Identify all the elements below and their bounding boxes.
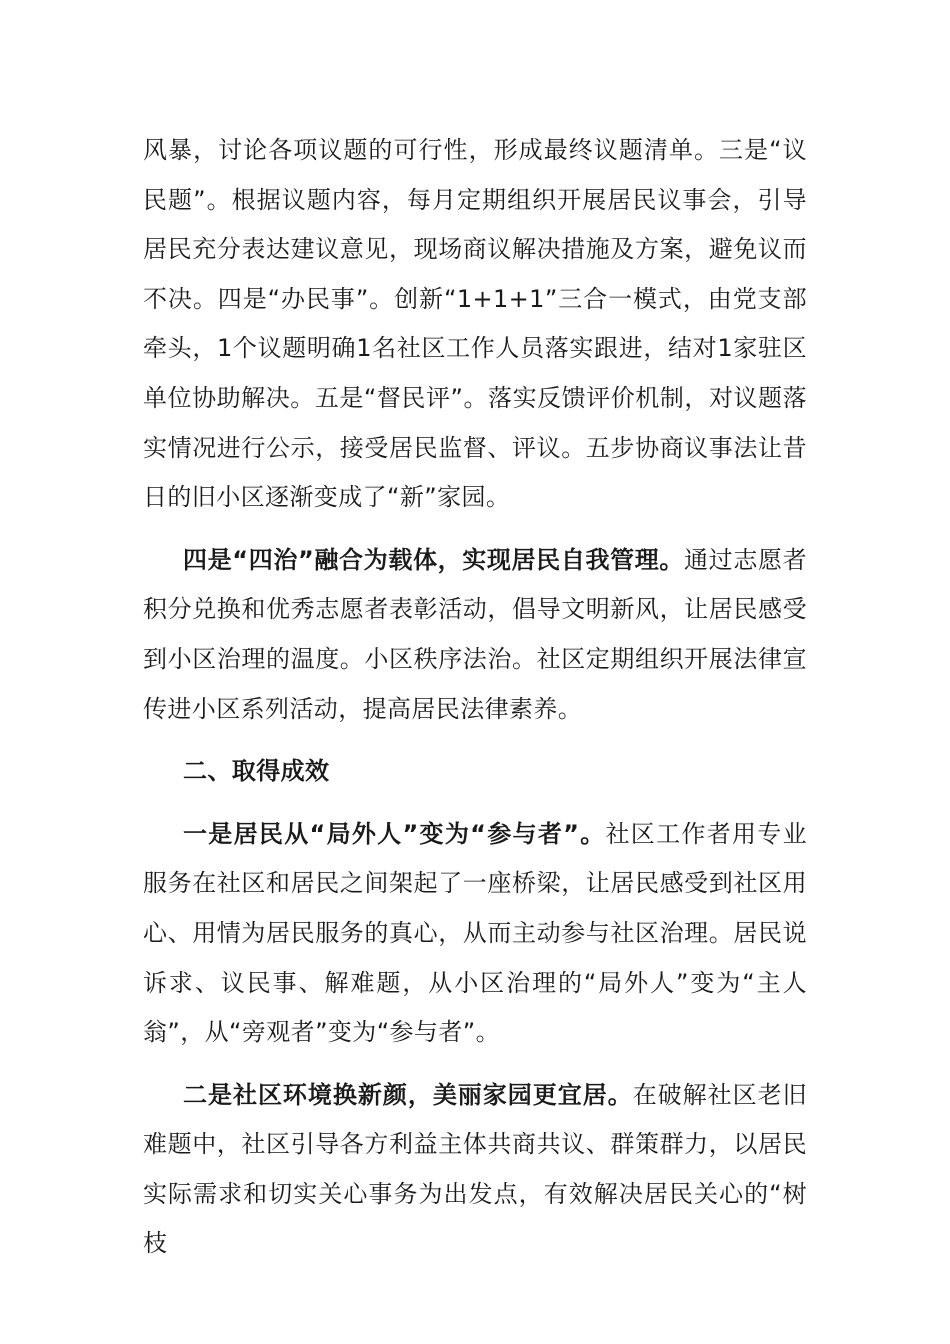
paragraph-lead: 四是“四治”融合为载体，实现居民自我管理。 (183, 545, 685, 574)
paragraph-text: 在破解社区老旧难题中，社区引导各方利益主体共商共议、群策群力，以居民实际需求和切实关心事务为出发点，有效解决居民关心的“树枝 (143, 1080, 807, 1258)
paragraph-text: 风暴，讨论各项议题的可行性，形成最终议题清单。三是“议民题”。根据议题内容，每月定期组织开展居民议事会，引导居民充分表达建议意见，现场商议解决措施及方案，避免议而不决。四是“办民事”。创新“1+1+1”三合一模式，由党支部牵头，1个议题明确1名社区工作人员落实跟进，结对1家驻区单位协助解决。五是“督民评”。落实反馈评价机制，对议题落实情况进行公示，接受居民监督、评议。五步协商议事法让昔日的旧小区逐渐变成了“新”家园。 (143, 136, 807, 512)
document-page (143, 126, 807, 1269)
paragraph-environment-renewal (143, 1071, 807, 1269)
section-heading-results: 二、取得成效 (183, 757, 330, 786)
paragraph-lead: 一是居民从“局外人”变为“参与者”。 (183, 819, 606, 848)
paragraph-lead: 二是社区环境换新颜，美丽家园更宜居。 (183, 1080, 633, 1109)
paragraph-four-governance (143, 536, 807, 734)
paragraph-residents-participation (143, 810, 807, 1058)
paragraph-continuation (143, 126, 807, 523)
paragraph-text: 社区工作者用专业服务在社区和居民之间架起了一座桥梁，让居民感受到社区用心、用情为居民服务的真心，从而主动参与社区治理。居民说诉求、议民事、解难题，从小区治理的“局外人”变为“主人翁”，从“旁观者”变为“参与者”。 (143, 819, 807, 1047)
paragraph-text: 通过志愿者积分兑换和优秀志愿者表彰活动，倡导文明新风，让居民感受到小区治理的温度。小区秩序法治。社区定期组织开展法律宣传进小区系列活动，提高居民法律素养。 (143, 545, 807, 723)
